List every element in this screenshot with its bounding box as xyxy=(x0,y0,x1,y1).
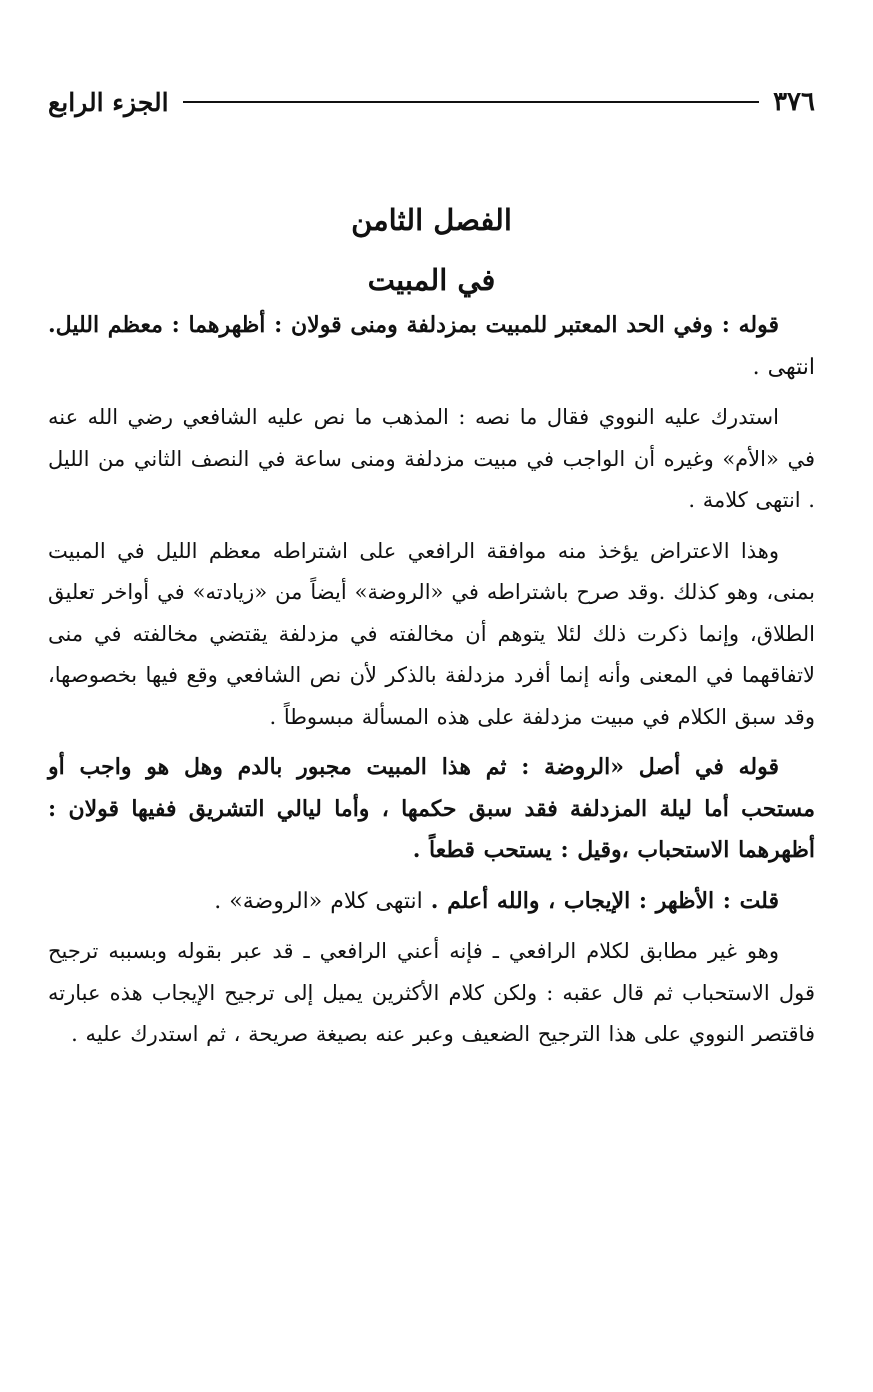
running-title: الجزء الرابع xyxy=(48,87,169,117)
quote-tail: انتهى كلام «الروضة» . xyxy=(214,888,431,914)
chapter-heading xyxy=(48,190,815,310)
paragraph-text: وهذا الاعتراض يؤخذ منه موافقة الرافعي على اشتراطه معظم الليل في المبيت بمنى، وهو كذلك .وقد صرح باشتراطه في «الروضة» أيضاً من «زيادته» في أواخر تعليق الطلاق، وإنما ذكرت ذلك لئلا يتوهم أن مخالفته في مزدلفة يقتضي مخالفته في منى لاتفاقهما في المعنى وأنه إنما أفرد مزدلفة بالذكر لأن نص الشافعي وقع فيها بخصوصها، وقد سبق الكلام في مبيت مزدلفة على هذه المسألة مبسوطاً . xyxy=(48,538,815,729)
chapter-subtitle: في المبيت xyxy=(367,263,496,297)
paragraph-text: وهو غير مطابق لكلام الرافعي ـ فإنه أعني الرافعي ـ قد عبر بقوله وبسببه ترجيح قول الاستحباب ثم قال عقبه : ولكن كلام الأكثرين يميل إلى ترجيح الإيجاب هذه عبارته فاقتصر النووي على هذا الترجيح الضعيف وعبر عنه بصيغة صريحة ، ثم استدرك عليه . xyxy=(48,939,815,1046)
quote-tail: انتهى . xyxy=(752,354,815,380)
paragraph-quote-1 xyxy=(48,305,815,388)
quote-text: قلت : الأظهر : الإيجاب ، والله أعلم . xyxy=(430,887,779,914)
header-rule xyxy=(183,101,760,103)
quote-text: قوله : وفي الحد المعتبر للمبيت بمزدلفة ومنى قولان : أظهرهما : معظم الليل. xyxy=(48,312,779,338)
paragraph-commentary-2 xyxy=(48,531,815,739)
paragraph-quote-2 xyxy=(48,747,815,872)
page-body xyxy=(48,305,815,1065)
page-header xyxy=(48,82,815,122)
page-number: ٣٧٦ xyxy=(773,87,815,117)
quote-text: قوله في أصل «الروضة : ثم هذا المبيت مجبور بالدم وهل هو واجب أو مستحب أما ليلة المزدلفة فقد سبق حكمها ، وأما ليالي التشريق ففيها قولان : أظهرهما الاستحباب ،وقيل : يستحب قطعاً . xyxy=(48,754,815,863)
paragraph-quote-3 xyxy=(48,881,815,923)
book-page xyxy=(48,0,815,1392)
paragraph-text: استدرك عليه النووي فقال ما نصه : المذهب ما نص عليه الشافعي رضي الله عنه في «الأم» وغيره أن الواجب في مبيت مزدلفة ومنى ساعة في النصف الثاني من الليل . انتهى كلامة . xyxy=(48,405,815,512)
chapter-title: الفصل الثامن xyxy=(351,203,512,237)
paragraph-commentary-1 xyxy=(48,397,815,522)
paragraph-commentary-3 xyxy=(48,931,815,1056)
